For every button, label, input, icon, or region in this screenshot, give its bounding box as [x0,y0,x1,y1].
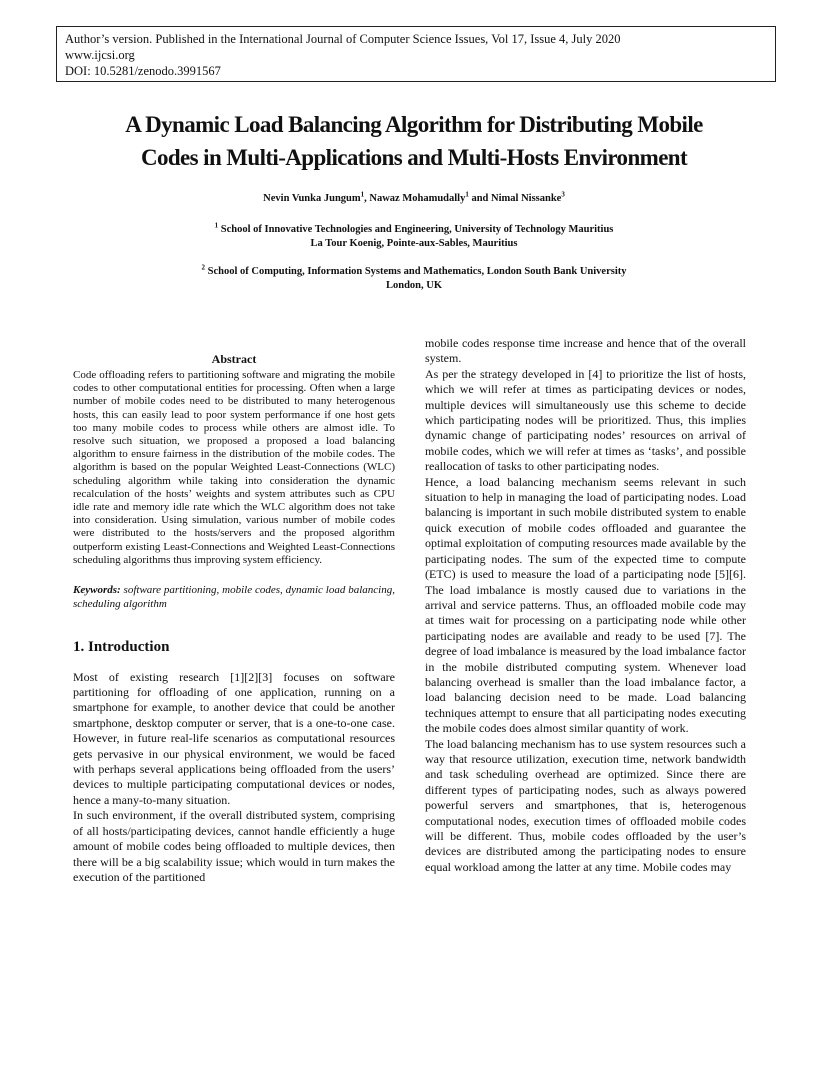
publication-notice [56,26,776,82]
affiliation-marker: 2 [201,263,205,272]
author-name: Nawaz Mohamudally [369,193,466,204]
keywords-text: software partitioning, mobile codes, dynamic load balancing, scheduling algorithm [73,584,395,610]
body-paragraph: The load balancing mechanism has to use system resources such a way that resource utilization, execution time, network bandwidth and task scheduling overhead are optimized. Since there are different types of participating nodes, such as always powered powerful servers and smartphones, that is, heterogenous computational nodes, execution times of offloaded mobile codes will be different. Thus, mobile codes offloaded by the user’s devices are distributed among the participating nodes to ensure equal workload among the latter at any time. Mobile codes may [425,736,746,874]
keywords-label: Keywords: [73,584,121,597]
section-heading-introduction: 1. Introduction [73,638,170,655]
abstract-text: Code offloading refers to partitioning software and migrating the mobile codes to other computational entities for processing. Often when a large number of mobile codes need to be distributed to many heterogenous hosts, this can easily lead to poor system performance if one host gets too many mobile codes to process while others are almost idle. To resolve such situation, we proposed a proposed a load balancing algorithm to ensure fairness in the distribution of the mobile codes. The algorithm is based on the popular Weighted Least-Connections (WLC) scheduling algorithm while taking into consideration the dynamic recalculation of the hosts’ weights and system attributes such as CPU idle rate and memory idle rate which the WLC algorithm does not take into consideration. Using simulation, various number of mobile codes were distributed to the hosts/servers and the proposed algorithm outperform existing Least-Connections and Weighted Least-Connections scheduling algorithms thus improving system efficiency. [73,369,395,566]
author-list [40,190,788,204]
intro-paragraph: Most of existing research [1][2][3] focuses on software partitioning for offloading of one application, running on a smartphone for example, to another device that could be another smartphone, desktop computer or server, that is a one-to-one case. However, in future real-life scenarios as computational resources gets pervasive in our physical environment, we would be faced with perhaps several applications being offloaded from the users’ devices to multiple participating computational devices or nodes, hence a many-to-many situation. [73,669,395,807]
right-column [425,336,746,875]
keywords [73,584,395,612]
author-affiliation-marker: 3 [561,190,565,199]
affiliation-location: La Tour Koenig, Pointe-aux-Sables, Mauritius [310,238,518,249]
journal-url: www.ijcsi.org [65,48,135,62]
paper-title-line-1: A Dynamic Load Balancing Algorithm for Distributing Mobile [125,112,703,137]
left-column [73,352,395,885]
author-name: Nevin Vunka Jungum [263,193,361,204]
paper-title-line-2: Codes in Multi-Applications and Multi-Hosts Environment [140,145,688,170]
body-paragraph: Hence, a load balancing mechanism seems relevant in such situation to help in managing the load of participating nodes. Load balancing is important in such mobile distributed system to enable quick execution of mobile codes offloaded and guarantee the optimal exploitation of computing resources made available by the participating nodes. The sum of the expected time to compute (ETC) is used to measure the load of a participating node [5][6]. The load imbalance is mostly caused due to variations in the arrival and service patterns. Thus, an offloaded mobile code may at times wait for processing on a participating node while other participating nodes are available and ready to be used [7]. The degree of load imbalance is measured by the load imbalance factor in the mobile distributed computing system. Whenever load balancing overhead is smaller than the load imbalance factor, a load balancing decision need to be made. Load balancing techniques attempt to ensure that all participating nodes executing the mobile codes does almost similar quantity of work. [425,474,746,736]
author-separator: and [468,193,492,204]
publication-notice-line: Author’s version. Published in the International Journal of Computer Science Issues, Vol 17, Issue 4, July 2020 [65,32,621,46]
doi: DOI: 10.5281/zenodo.3991567 [65,64,221,78]
affiliation-institution: School of Computing, Information Systems and Mathematics, London South Bank University [204,266,627,277]
body-paragraph: mobile codes response time increase and hence that of the overall system. [425,336,746,366]
author-separator: , [364,193,370,204]
author-affiliation-marker: 1 [465,190,469,199]
body-paragraph: As per the strategy developed in [4] to prioritize the list of hosts, which we will refer at times as participating devices or nodes, multiple devices will simultaneously use this scheme to decide which participating nodes will be prioritized. Thus, this implies dynamic change of participating nodes’ resources on arrival of mobile codes, which we will refer at times as ‘tasks’, and possible reallocation of tasks to other participating nodes. [425,366,746,474]
author-affiliation-marker: 1 [360,190,365,199]
paper-title [40,108,788,174]
affiliation-institution: School of Innovative Technologies and Engineering, University of Technology Mauritius [218,224,614,235]
intro-paragraph: In such environment, if the overall distributed system, comprising of all hosts/participating devices, cannot handle efficiently a huge amount of mobile codes being offloaded to multiple devices, then there will be a big scalability issue; which would in turn makes the execution of the partitioned [73,808,395,884]
affiliation-1 [40,223,788,251]
affiliation-marker: 1 [214,221,219,230]
author-name: Nimal Nissanke [491,193,562,204]
affiliation-location: London, UK [385,280,443,291]
abstract-heading: Abstract [211,352,257,366]
affiliation-2 [40,265,788,293]
